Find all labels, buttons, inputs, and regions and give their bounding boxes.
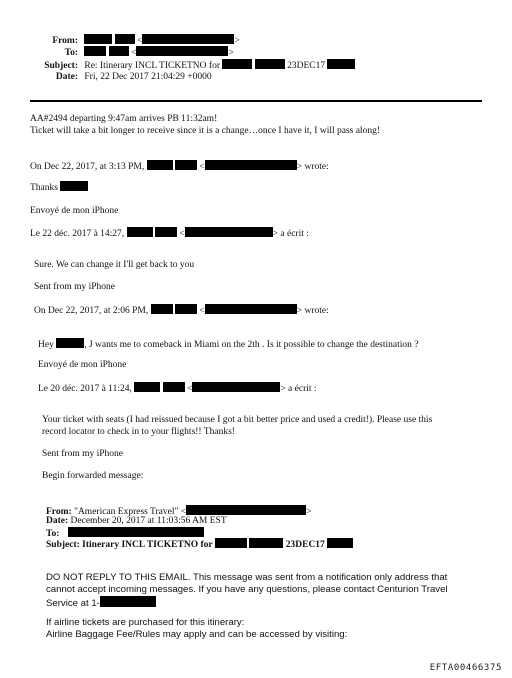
redaction-block bbox=[84, 46, 106, 56]
le22-text: Le 22 déc. 2017 à 14:27, bbox=[30, 229, 125, 239]
gt-bracket: > bbox=[228, 48, 234, 58]
fwd-subject-label: Subject: bbox=[46, 540, 80, 550]
redaction-block bbox=[175, 304, 197, 314]
header-date-value: Fri, 22 Dec 2017 21:04:29 +0000 bbox=[84, 72, 212, 82]
gt-bracket: > bbox=[234, 36, 240, 46]
redaction-block bbox=[56, 338, 84, 348]
redaction-block bbox=[192, 382, 280, 392]
notice-line-3 bbox=[46, 596, 156, 610]
redaction-block bbox=[249, 538, 283, 548]
quote-header-le20 bbox=[38, 382, 317, 396]
header-date-label: Date: bbox=[55, 72, 78, 82]
fwd-subject-text: Itinerary INCL TICKETNO for bbox=[82, 540, 213, 550]
redaction-block bbox=[151, 304, 173, 314]
lt-bracket: < bbox=[137, 36, 143, 46]
lt-bracket: < bbox=[186, 384, 193, 394]
sent-line-2: Sent from my iPhone bbox=[42, 449, 124, 459]
ticket-line-2: record locator to check in to your flights!! Thanks! bbox=[42, 427, 235, 437]
lt-bracket: < bbox=[179, 229, 185, 239]
redaction-block bbox=[205, 304, 297, 314]
redaction-block bbox=[222, 59, 252, 69]
lt-bracket: < bbox=[199, 306, 205, 316]
redaction-block bbox=[134, 382, 160, 392]
redaction-block bbox=[327, 59, 355, 69]
quote-header-le22 bbox=[30, 227, 309, 241]
lt-bracket: < bbox=[180, 507, 187, 517]
thanks-text: Thanks bbox=[30, 183, 58, 193]
fwd-subject-date: 23DEC17 bbox=[285, 540, 325, 550]
notice-if-line-1: If airline tickets are purchased for this itinerary: bbox=[46, 617, 245, 628]
fwd-to-label: To: bbox=[46, 529, 60, 539]
fwd-date-value: December 20, 2017 at 11:03:56 AM EST bbox=[70, 516, 227, 526]
redaction-block bbox=[185, 227, 273, 237]
body-line-2: Ticket will take a bit longer to receive since it is a change…once I have it, I will pass along! bbox=[30, 126, 380, 136]
redaction-block bbox=[109, 46, 129, 56]
header-subject-date: 23DEC17 bbox=[287, 61, 326, 71]
sure-line: Sure. We can change it I'll get back to you bbox=[34, 260, 195, 270]
redaction-block bbox=[84, 34, 112, 44]
fwd-date-label: Date: bbox=[46, 516, 69, 526]
fwd-from-label: From: bbox=[46, 507, 72, 517]
le20-end: > a écrit : bbox=[280, 384, 317, 394]
notice-line-2: cannot accept incoming messages. If you have any questions, please contact Centurion Travel bbox=[46, 584, 448, 595]
le20-text: Le 20 déc. 2017 à 11:24, bbox=[38, 384, 132, 394]
hey-line bbox=[38, 338, 418, 352]
notice-if-line-2: Airline Baggage Fee/Rules may apply and can be accessed by visiting: bbox=[46, 629, 348, 640]
header-from-label: From: bbox=[52, 36, 78, 46]
gt-bracket: > bbox=[306, 507, 312, 517]
lt-bracket: < bbox=[199, 162, 205, 172]
ticket-line-1: Your ticket with seats (I had reissued because I got a bit better price and used a credit!). Please use this bbox=[42, 415, 433, 425]
sent-line-1: Sent from my iPhone bbox=[34, 282, 116, 292]
header-subject-text: Re: Itinerary INCL TICKETNO for bbox=[84, 61, 220, 71]
redaction-block bbox=[115, 34, 135, 44]
header-date-row bbox=[30, 72, 212, 84]
redaction-block bbox=[175, 160, 197, 170]
notice-line-1: DO NOT REPLY TO THIS EMAIL. This message was sent from a notification only address that bbox=[46, 572, 448, 583]
envoye-line-2: Envoyé de mon iPhone bbox=[38, 360, 127, 370]
redaction-block bbox=[60, 181, 88, 191]
envoye-line-1: Envoyé de mon iPhone bbox=[30, 206, 119, 216]
quote-header-1 bbox=[30, 160, 329, 174]
redaction-block bbox=[147, 160, 173, 170]
quote-header-2-text: On Dec 22, 2017, at 2:06 PM, bbox=[34, 306, 149, 316]
redaction-block bbox=[100, 596, 156, 607]
header-divider bbox=[30, 100, 482, 102]
redaction-block bbox=[163, 382, 185, 392]
redaction-block bbox=[142, 34, 234, 44]
redaction-block bbox=[136, 46, 228, 56]
redaction-block bbox=[68, 527, 204, 537]
quote-header-2-end: > wrote: bbox=[296, 306, 329, 316]
header-subject-label: Subject: bbox=[44, 61, 78, 71]
lt-bracket: < bbox=[131, 48, 137, 58]
hey-rest-text: , J wants me to comeback in Miami on the 2th . Is it possible to change the destination ? bbox=[84, 340, 419, 350]
redaction-block bbox=[205, 160, 297, 170]
body-line-1: AA#2494 departing 9:47am arrives PB 11:32am! bbox=[30, 114, 218, 124]
quote-header-2 bbox=[34, 304, 329, 318]
redaction-block bbox=[155, 227, 177, 237]
header-to-label: To: bbox=[64, 48, 78, 58]
header-subject-row bbox=[30, 59, 355, 73]
le22-end: > a écrit : bbox=[272, 229, 309, 239]
thanks-line bbox=[30, 181, 88, 195]
fwd-from-value: "American Express Travel" bbox=[74, 507, 179, 517]
begin-forwarded-line: Begin forwarded message: bbox=[42, 471, 144, 481]
redaction-block bbox=[255, 59, 285, 69]
redaction-block bbox=[327, 538, 353, 548]
redaction-block bbox=[215, 538, 247, 548]
redaction-block bbox=[127, 227, 153, 237]
notice-line-3-text: Service at 1- bbox=[46, 598, 100, 609]
fwd-subject-row bbox=[46, 538, 353, 552]
quote-header-1-text: On Dec 22, 2017, at 3:13 PM, bbox=[30, 162, 145, 172]
header-to-row bbox=[30, 46, 234, 60]
document-id: EFTA00466375 bbox=[429, 663, 502, 673]
redaction-block bbox=[186, 505, 306, 515]
hey-text: Hey bbox=[38, 340, 54, 350]
quote-header-1-end: > wrote: bbox=[296, 162, 329, 172]
